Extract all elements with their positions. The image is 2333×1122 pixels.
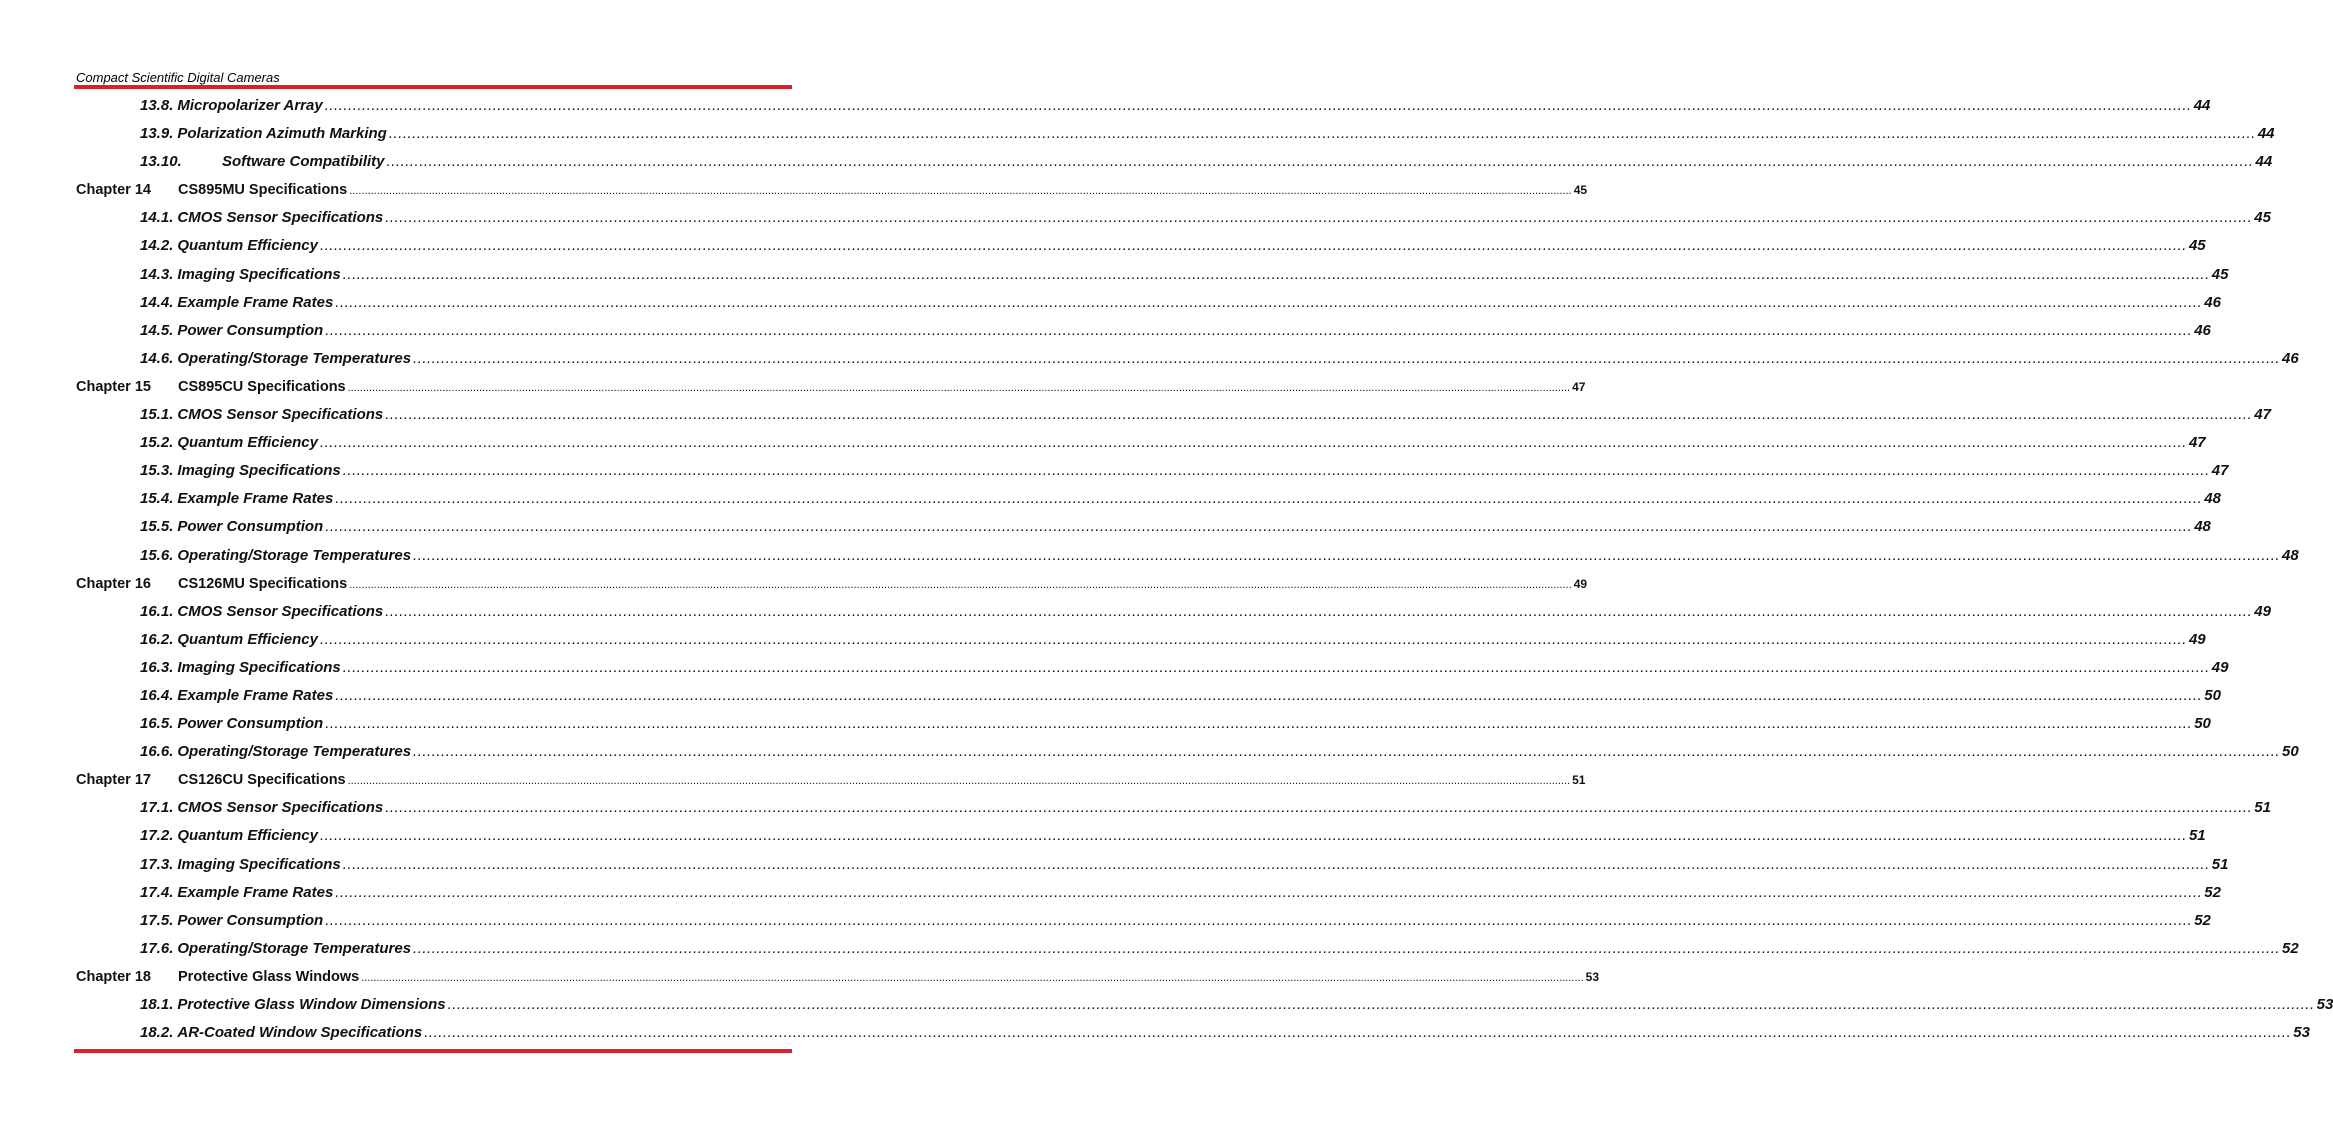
toc-leader-dots: ................................................................................................................................................................................................................................................................................................................................................................................................................ [385, 406, 2253, 424]
toc-entry-title: Power Consumption [177, 518, 324, 536]
toc-entry-number: 15.2. [140, 434, 174, 452]
toc-entry-title: Operating/Storage Temperatures [177, 546, 412, 564]
toc-section-entry[interactable] [76, 626, 2206, 654]
toc-section-entry[interactable] [76, 289, 2221, 317]
toc-entry-title: CS126MU Specifications [178, 575, 348, 592]
toc-leader-dots: ................................................................................................................................................................................................................................................................................................................................................................................................................ [388, 125, 2256, 143]
toc-section-entry[interactable] [76, 935, 2299, 963]
toc-entry-number: 14.5. [140, 321, 174, 339]
toc-entry-title: Imaging Specifications [177, 855, 341, 873]
toc-entry-title: Protective Glass Windows [178, 968, 360, 985]
toc-entry-title: CMOS Sensor Specifications [177, 406, 384, 424]
toc-entry-number: Chapter 18 [76, 968, 151, 985]
toc-leader-dots: ................................................................................................................................................................................................................................................................................................................................................................................................................ [319, 434, 2187, 452]
toc-entry-title: Example Frame Rates [177, 883, 334, 901]
toc-entry-page-number: 50 [2204, 686, 2221, 704]
toc-chapter-entry[interactable] [76, 963, 1600, 991]
toc-entry-page-number: 52 [2204, 883, 2221, 901]
toc-leader-dots: ................................................................................................................................................................................................................................................................................................................................................................................................................ [413, 349, 2281, 367]
toc-entry-page-number: 48 [2282, 546, 2299, 564]
toc-entry-title: Imaging Specifications [177, 462, 341, 480]
toc-entry-number: 13.10. [140, 153, 182, 171]
toc-entry-title: Micropolarizer Array [177, 97, 323, 114]
toc-entry-number: Chapter 16 [76, 575, 151, 592]
toc-entry-page-number: 53 [1585, 969, 1600, 984]
toc-entry-number: 14.4. [140, 293, 174, 311]
toc-entry-page-number: 44 [2255, 153, 2273, 171]
toc-entry-title: CS895CU Specifications [178, 378, 346, 395]
toc-entry-page-number: 44 [2257, 125, 2275, 143]
toc-leader-dots: ................................................................................................................................................................................................................................................................................................................................................................................................................ [335, 883, 2203, 901]
toc-section-entry[interactable] [76, 542, 2299, 570]
toc-leader-dots: ................................................................................................................................................................................................................................................................................................................................................................................................................ [342, 855, 2210, 873]
toc-leader-dots: ................................................................................................................................................................................................................................................................................................................................................................................................................ [385, 209, 2253, 227]
toc-leader-dots: ................................................................................................................................................................................................................................................................................................................................................................................................................ [349, 578, 1572, 591]
toc-section-entry[interactable] [76, 148, 2273, 176]
toc-section-entry[interactable] [76, 485, 2221, 513]
toc-entry-number: 17.3. [140, 855, 174, 873]
toc-leader-dots: ................................................................................................................................................................................................................................................................................................................................................................................................................ [347, 381, 1571, 394]
toc-entry-page-number: 51 [2211, 855, 2229, 873]
toc-entry-page-number: 49 [2254, 602, 2271, 620]
footer-rule [74, 1049, 792, 1053]
toc-entry-page-number: 46 [2194, 321, 2211, 339]
toc-entry-number: Chapter 14 [76, 182, 151, 199]
toc-entry-number: 14.6. [140, 349, 174, 367]
toc-section-entry[interactable] [76, 738, 2299, 766]
toc-entry-number: 17.1. [140, 799, 174, 817]
toc-leader-dots: ................................................................................................................................................................................................................................................................................................................................................................................................................ [335, 686, 2203, 704]
toc-leader-dots: ................................................................................................................................................................................................................................................................................................................................................................................................................ [325, 715, 2193, 733]
toc-entry-page-number: 45 [2254, 209, 2271, 227]
toc-entry-number: 17.2. [140, 827, 174, 845]
toc-entry-page-number: 49 [2211, 658, 2229, 676]
toc-section-entry[interactable] [76, 513, 2211, 541]
toc-entry-page-number: 50 [2282, 743, 2299, 761]
toc-leader-dots: ................................................................................................................................................................................................................................................................................................................................................................................................................ [386, 153, 2254, 171]
toc-entry-number: 15.4. [140, 490, 174, 508]
toc-entry-page-number: 52 [2282, 939, 2299, 957]
toc-leader-dots: ................................................................................................................................................................................................................................................................................................................................................................................................................ [361, 971, 1584, 984]
toc-entry-number: 13.9. [140, 125, 174, 143]
toc-entry-title: Polarization Azimuth Marking [177, 125, 387, 143]
toc-entry-number: 17.4. [140, 883, 174, 901]
toc-section-entry[interactable] [76, 429, 2206, 457]
toc-entry-title: CMOS Sensor Specifications [177, 602, 384, 620]
toc-section-entry[interactable] [76, 710, 2211, 738]
toc-entry-title: CMOS Sensor Specifications [177, 799, 384, 817]
toc-entry-number: Chapter 15 [76, 378, 151, 395]
toc-entry-number: 16.6. [140, 743, 174, 761]
toc-entry-title: Quantum Efficiency [177, 827, 318, 845]
toc-entry-page-number: 47 [2254, 406, 2271, 424]
toc-entry-page-number: 44 [2193, 97, 2211, 114]
header-rule [74, 85, 792, 89]
toc-section-entry[interactable] [76, 401, 2271, 429]
toc-entry-title: CMOS Sensor Specifications [177, 209, 384, 227]
toc-section-entry[interactable] [76, 345, 2299, 373]
toc-entry-title: Quantum Efficiency [177, 630, 318, 648]
toc-chapter-entry[interactable] [76, 766, 1586, 794]
toc-section-entry[interactable] [76, 879, 2221, 907]
toc-entry-page-number: 47 [2211, 462, 2229, 480]
toc-leader-dots: ................................................................................................................................................................................................................................................................................................................................................................................................................ [335, 293, 2203, 311]
toc-entry-page-number: 51 [2254, 799, 2271, 817]
toc-section-entry[interactable] [76, 822, 2206, 850]
toc-section-entry[interactable] [76, 261, 2229, 289]
toc-leader-dots: ................................................................................................................................................................................................................................................................................................................................................................................................................ [349, 185, 1572, 198]
toc-section-entry[interactable] [76, 794, 2271, 822]
toc-entry-title: Power Consumption [177, 911, 324, 929]
toc-leader-dots: ................................................................................................................................................................................................................................................................................................................................................................................................................ [342, 462, 2210, 480]
toc-entry-number: 16.5. [140, 715, 174, 733]
toc-entry-number: 16.4. [140, 686, 174, 704]
toc-section-entry[interactable] [76, 907, 2211, 935]
toc-entry-title: CS126CU Specifications [178, 772, 346, 789]
toc-entry-page-number: 51 [2188, 827, 2206, 845]
toc-leader-dots: ................................................................................................................................................................................................................................................................................................................................................................................................................ [319, 237, 2187, 255]
toc-leader-dots: ................................................................................................................................................................................................................................................................................................................................................................................................................ [342, 658, 2210, 676]
toc-section-entry[interactable] [76, 598, 2271, 626]
toc-entry-page-number: 46 [2282, 349, 2299, 367]
toc-entry-page-number: 45 [2188, 237, 2206, 255]
toc-leader-dots: ................................................................................................................................................................................................................................................................................................................................................................................................................ [319, 827, 2187, 845]
toc-entry-number: 14.3. [140, 265, 174, 283]
toc-entry-title: Quantum Efficiency [177, 237, 318, 255]
toc-section-entry[interactable] [76, 92, 2211, 120]
toc-chapter-entry[interactable] [76, 373, 1586, 401]
toc-entry-number: Chapter 17 [76, 772, 151, 789]
toc-chapter-entry[interactable] [76, 570, 1588, 598]
toc-entry-number: 16.3. [140, 658, 174, 676]
toc-entry-number: 17.5. [140, 911, 174, 929]
toc-entry-page-number: 45 [2211, 265, 2229, 283]
toc-entry-page-number: 49 [1573, 576, 1588, 591]
toc-leader-dots: ................................................................................................................................................................................................................................................................................................................................................................................................................ [342, 265, 2210, 283]
toc-entry-title: Operating/Storage Temperatures [177, 743, 412, 761]
toc-entry-number: 15.1. [140, 406, 174, 424]
toc-entry-number: 14.1. [140, 209, 174, 227]
toc-entry-title: CS895MU Specifications [178, 182, 348, 199]
toc-entry-page-number: 46 [2204, 293, 2221, 311]
toc-entry-title: Power Consumption [177, 715, 324, 733]
toc-entry-number: 15.3. [140, 462, 174, 480]
toc-entry-number: 18.2. [140, 1024, 174, 1042]
toc-entry-page-number: 49 [2188, 630, 2206, 648]
toc-section-entry[interactable] [76, 654, 2229, 682]
toc-leader-dots: ................................................................................................................................................................................................................................................................................................................................................................................................................ [335, 490, 2203, 508]
toc-section-entry[interactable] [76, 204, 2271, 232]
toc-leader-dots: ................................................................................................................................................................................................................................................................................................................................................................................................................ [319, 630, 2187, 648]
toc-entry-number: 14.2. [140, 237, 174, 255]
toc-section-entry[interactable] [76, 991, 2333, 1019]
toc-section-entry[interactable] [76, 682, 2221, 710]
toc-section-entry[interactable] [76, 1019, 2310, 1047]
toc-leader-dots: ................................................................................................................................................................................................................................................................................................................................................................................................................ [325, 321, 2193, 339]
toc-entry-page-number: 47 [2188, 434, 2206, 452]
toc-entry-number: 13.8. [140, 97, 174, 114]
toc-entry-title: AR-Coated Window Specifications [177, 1024, 423, 1042]
toc-entry-page-number: 53 [2316, 996, 2333, 1013]
toc-entry-number: 16.1. [140, 602, 174, 620]
toc-entry-title: Operating/Storage Temperatures [177, 349, 412, 367]
toc-entry-page-number: 45 [1573, 183, 1588, 198]
toc-section-entry[interactable] [76, 120, 2275, 148]
toc-entry-title: Power Consumption [177, 321, 324, 339]
toc-entry-number: 15.6. [140, 546, 174, 564]
toc-leader-dots: ................................................................................................................................................................................................................................................................................................................................................................................................................ [413, 743, 2281, 761]
toc-section-entry[interactable] [76, 317, 2211, 345]
toc-entry-page-number: 52 [2194, 911, 2211, 929]
toc-section-entry[interactable] [76, 851, 2229, 879]
toc-leader-dots: ................................................................................................................................................................................................................................................................................................................................................................................................................ [385, 799, 2253, 817]
toc-entry-title: Imaging Specifications [177, 265, 341, 283]
toc-entry-page-number: 53 [2293, 1024, 2310, 1042]
toc-section-entry[interactable] [76, 457, 2229, 485]
toc-leader-dots: ................................................................................................................................................................................................................................................................................................................................................................................................................ [424, 1024, 2292, 1042]
toc-entry-title: Protective Glass Window Dimensions [177, 996, 446, 1013]
toc-leader-dots: ................................................................................................................................................................................................................................................................................................................................................................................................................ [347, 775, 1571, 788]
toc-leader-dots: ................................................................................................................................................................................................................................................................................................................................................................................................................ [325, 911, 2193, 929]
toc-entry-title: Operating/Storage Temperatures [177, 939, 412, 957]
toc-leader-dots: ................................................................................................................................................................................................................................................................................................................................................................................................................ [385, 602, 2253, 620]
toc-entry-title: Quantum Efficiency [177, 434, 318, 452]
toc-chapter-entry[interactable] [76, 176, 1588, 204]
toc-entry-number: 15.5. [140, 518, 174, 536]
toc-entry-page-number: 51 [1572, 773, 1586, 788]
running-header-title: Compact Scientific Digital Cameras [76, 70, 280, 85]
toc-leader-dots: ................................................................................................................................................................................................................................................................................................................................................................................................................ [325, 518, 2193, 536]
toc-entry-page-number: 48 [2204, 490, 2221, 508]
toc-entry-number: 18.1. [140, 996, 174, 1013]
toc-entry-page-number: 48 [2194, 518, 2211, 536]
toc-entry-number: 16.2. [140, 630, 174, 648]
toc-entry-title: Example Frame Rates [177, 686, 334, 704]
toc-entry-title: Example Frame Rates [177, 490, 334, 508]
table-of-contents [76, 92, 2333, 1047]
toc-section-entry[interactable] [76, 232, 2206, 260]
toc-entry-title: Example Frame Rates [177, 293, 334, 311]
toc-entry-number: 17.6. [140, 939, 174, 957]
toc-entry-title: Imaging Specifications [177, 658, 341, 676]
toc-leader-dots: ................................................................................................................................................................................................................................................................................................................................................................................................................ [324, 97, 2192, 114]
toc-leader-dots: ................................................................................................................................................................................................................................................................................................................................................................................................................ [413, 939, 2281, 957]
toc-leader-dots: ................................................................................................................................................................................................................................................................................................................................................................................................................ [447, 996, 2315, 1013]
toc-leader-dots: ................................................................................................................................................................................................................................................................................................................................................................................................................ [413, 546, 2281, 564]
toc-entry-title: Software Compatibility [222, 153, 385, 171]
toc-entry-page-number: 47 [1572, 379, 1586, 394]
toc-entry-page-number: 50 [2194, 715, 2211, 733]
